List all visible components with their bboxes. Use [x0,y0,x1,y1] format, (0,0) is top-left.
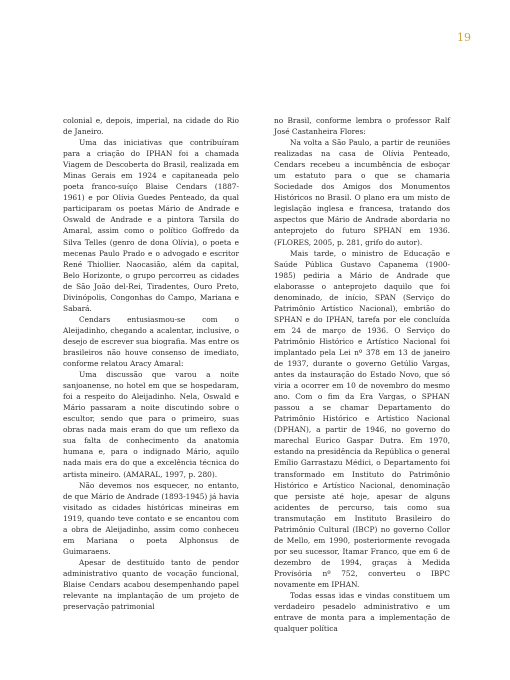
paragraph: Uma das iniciativas que contribuíram para a criação do IPHAN foi a chamada Viagem de Descoberta do Brasil, realizada em Minas Gerais em 1924 e capitaneada pelo poeta franco-suíço Blaise Cendars (1887-1961) e por Olívia Guedes Penteado, da qual participaram os poetas Mário de Andrade e Oswald de Andrade e a pintora Tarsila do Amaral, assim como o político Goffredo da Silva Telles (genro de dona Olívia), o poeta e mecenas Paulo Prado e o advogado e escritor René Thiollier. Naocasião, além da capital, Belo Horizonte, o grupo percorreu as cidades de São João del-Rei, Tiradentes, Ouro Preto, Divinópolis, Congonhas do Campo, Mariana e Sabará. [63,138,239,313]
paragraph: no Brasil, conforme lembra o professor Ralf José Castanheira Flores: [274,116,450,137]
block-quote: Uma discussão que varou a noite sanjoanense, no hotel em que se hospedaram, foi a respeito do Aleijadinho. Nela, Oswald e Mário passaram a noite discutindo sobre o escultor, sendo que para o primeiro, suas obras nada mais eram do que um reflexo da sua falta de conhecimento da anatomia humana e, para o indignado Mário, aquilo nada mais era do que a excelência técnica do artista mineiro. (AMARAL, 1997, p. 280). [63,370,239,479]
paragraph: Todas essas idas e vindas constituem um verdadeiro pesadelo administrativo e um entrave de monta para a implementação de qualquer política [274,591,450,634]
paragraph: Não devemos nos esquecer, no entanto, de que Mário de Andrade (1893-1945) já havia visitado as cidades históricas mineiras em 1919, quando teve contato e se encantou com a obra de Aleijadinho, assim como conheceu em Mariana o poeta Alphonsus de Guimaraens. [63,480,239,556]
paragraph: Cendars entusiasmou-se com o Aleijadinho, chegando a acalentar, inclusive, o desejo de escrever sua biografia. Mas entre os brasileiros não houve consenso de imediato, conforme relatou Aracy Amaral: [63,314,239,369]
paragraph: colonial e, depois, imperial, na cidade do Rio de Janeiro. [63,116,239,137]
paragraph: Mais tarde, o ministro de Educação e Saúde Pública Gustavo Capanema (1900-1985) pediria a Mário de Andrade que elaborasse o anteprojeto daquilo que foi denominado, de início, SPAN (Serviço do Patrimônio Artístico Nacional), embrião do SPHAN e do IPHAN, tarefa por ele concluída em 24 de março de 1936. O Serviço do Patrimônio Histórico e Artístico Nacional foi implantado pela Lei nº 378 em 13 de janeiro de 1937, durante o governo Getúlio Vargas, antes da instauração do Estado Novo, que só viria a ocorrer em 10 de novembro do mesmo ano. Com o fim da Era Vargas, o SPHAN passou a se chamar Departamento do Patrimônio Histórico e Artístico Nacional (DPHAN), a partir de 1946, no governo do marechal Eurico Gaspar Dutra. Em 1970, estando na presidência da República o general Emílio Garrastazu Médici, o Departamento foi transformado em Instituto do Patrimônio Histórico e Artístico Nacional, denominação que persiste até hoje, apesar de alguns acidentes de percurso, tais como sua transmutação em Instituto Brasileiro do Patrimônio Cultural (IBCP) no governo Collor de Mello, em 1990, posteriormente revogada por seu sucessor, Itamar Franco, que em 6 de dezembro de 1994, graças à Medida Provisória nº 752, converteu o IBPC novamente em IPHAN. [274,248,450,589]
right-text-column [274,115,450,634]
paragraph: Apesar de destituído tanto de pendor administrativo quanto de vocação funcional, Blaise Cendars acabou desempenhando papel relevante na implantação de um projeto de preservação patrimonial [63,557,239,612]
block-quote: Na volta a São Paulo, a partir de reuniões realizadas na casa de Olívia Penteado, Cendars recebeu a incumbência de esboçar um estatuto para o que se chamaria Sociedade dos Amigos dos Monumentos Históricos no Brasil. O plano era um misto de legislação inglesa e francesa, tratando dos aspectos que Mário de Andrade abordaria no anteprojeto do futuro SPHAN em 1936. (FLORES, 2005, p. 281, grifo do autor). [274,138,450,247]
left-text-column [63,115,239,612]
page-number: 19 [457,31,471,44]
